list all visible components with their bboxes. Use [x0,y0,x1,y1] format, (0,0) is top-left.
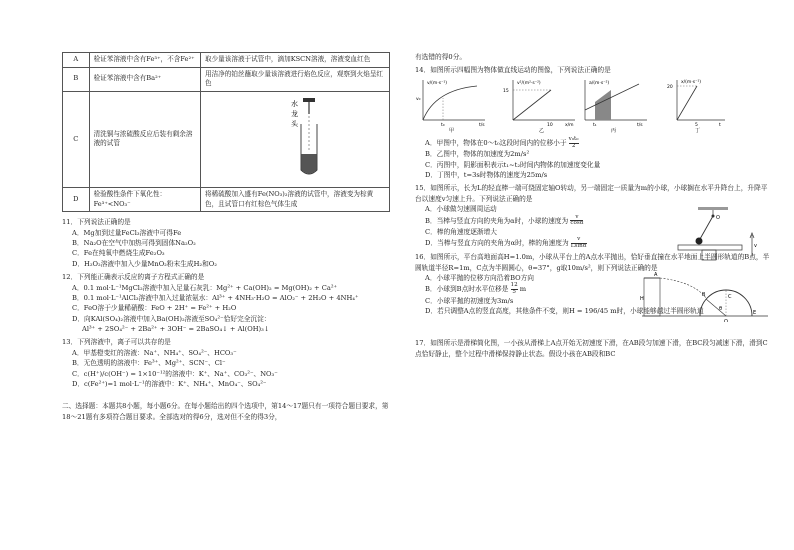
question-17 [415,338,770,359]
option: B．乙图中，物体的加速度为2m/s² [425,150,530,159]
fraction [571,237,587,249]
velocity-label: v [754,243,757,250]
question-stem: 13．下列溶液中，离子可以共存的是 [62,338,171,347]
faucet-test-tube-figure [205,94,385,182]
point-label: O [724,319,728,323]
option: A．小球平抛的位移方向沿着BO方向 [425,274,534,283]
option: B．小球到B点时水平位移是 $\frac{12}{5}$ m [425,282,527,296]
option: A．0.1 mol·L⁻¹MgCl₂溶液中加入足量石灰乳：Mg²⁺ + Ca(OH)₂ = Mg(OH)₂ + Ca²⁺ [72,283,338,292]
question-stem: 12．下列能正确表示反应的离子方程式正确的是 [62,273,205,282]
frac-den: Lsinα [570,242,587,249]
rod-icon [700,216,713,239]
question-12 [62,272,390,334]
question-stem: 17．如图所示是滑梯简化图，一小孩从滑梯上A点开始无初速度下滑，在AB段匀加速下滑，在BC段匀减速下滑，滑到C点恰好静止，整个过程中滑梯保持静止状态。假设小孩在AB段和BC [415,339,768,358]
row-figure [201,91,390,188]
section-2-heading: 二、选择题：本题共8小题，每小题6分。在每小题给出的四个选项中，第14～17题只有一项符合题目要求，第18～21题有多项符合题目要求。全部选对的得6分，选对但不全的得3分， [62,402,389,421]
platform-icon [644,278,660,316]
graph-ding [667,79,725,134]
question-13 [62,337,390,389]
table-row [63,91,390,188]
row-aim: 检证苯溶液中含有Ba²⁺ [89,67,200,91]
axis-label: v²/(m²·s⁻²) [517,80,541,86]
row-key: A [63,53,90,68]
ceiling-mount [698,207,728,210]
question-14 [415,65,770,180]
angle-label: θ [719,306,723,313]
row-aim: 清洗铜与浓硫酸反应后装有剩余溶液的试管 [89,91,200,188]
row-method: 将稀硫酸加入盛有Fe(NO₃)₂溶液的试管中，溶液变为棕黄色，且试管口有红棕色气体生成 [201,188,390,212]
row-key: D [63,188,90,212]
row-aim: 检验酸性条件下氧化性：Fe³⁺<NO₃⁻ [89,188,200,212]
point-label: B [702,292,706,299]
tick-label: 15 [503,88,509,94]
frac-den: cosα [570,220,584,227]
table-row [63,53,390,68]
axis-label: v/(m·s⁻¹) [427,80,448,86]
height-label: H [640,296,644,303]
option: C．棒的角速度逐渐增大 [425,227,497,236]
option: D．c(Fe²⁺)=1 mol·L⁻¹的溶液中：K⁺、NH₄⁺、MnO₄⁻、SO₄²⁻ [72,379,267,388]
continued-text: 有选错的得0分。 [415,53,467,61]
option: B．无色透明的溶液中：Fe³⁺、Mg²⁺、SCN⁻、Cl⁻ [72,359,226,368]
tick-label: 20 [667,84,673,90]
question-16 [415,252,770,323]
option: A．小球做匀速圆周运动 [425,205,497,214]
point-label: C [728,294,732,301]
graph-label: 丙 [611,127,617,134]
fraction [569,137,579,149]
tick-label: t₀ [441,122,445,128]
point-label: A [654,272,658,279]
option: A．甲基橙变红的溶液：Na⁺、NH₄⁺、SO₄²⁻、HCO₃⁻ [72,348,237,357]
graph-label: 甲 [449,127,455,134]
question-stem: 16．如图所示，平台高地面高H=1.0m，小球从平台上的A点水平抛出，恰好垂直撞在水平地面上半圆形轨道的B点，半圆轨道半径R=1m，C点为半圆圆心，θ=37°，g取10m/s²，则下列说法正确的是 [415,253,770,272]
option-text: B．当棒与竖直方向的夹角为α时，小球的速度为 [425,216,569,225]
axis-label: t/s [637,122,643,128]
frac-num: v₀t₀ [568,136,579,143]
fig-label: 龙 [291,109,298,118]
row-aim: 检证苯溶液中含有Fe³⁺，不含Fe²⁺ [89,53,200,68]
option: C．FeO溶于少量稀硝酸：FeO + 2H⁺ = Fe²⁺ + H₂O [72,304,237,313]
option: B．0.1 mol·L⁻¹AlCl₃溶液中加入过量浓氨水：Al³⁺ + 4NH₃·H₂O = AlO₂⁻ + 2H₂O + 4NH₄⁺ [72,293,359,302]
tick-label: 5 [695,122,698,128]
trajectory-icon [660,278,706,298]
graph-label: 乙 [539,127,545,134]
question-stem: 15．如图所示，长为L的轻直棒一端可绕固定轴O转动，另一端固定一质量为m的小球，小球搁在水平升降台上，升降平台以速度v匀速上升。下列说法正确的是 [415,184,768,203]
question-11 [62,217,390,269]
axis-label: x/m [565,122,574,128]
frac-num: v [570,215,583,222]
axis-label: a/(m·s⁻²) [589,80,610,86]
graph-bing [585,80,647,134]
option: D．H₂O₂溶液中加入少量MnO₂粉末生成H₂和O₂ [72,259,217,268]
table-row [63,67,390,91]
graph-jia [416,80,485,134]
ball-icon [696,238,703,245]
option: D．丁图中，t=3s时物体的速度为25m/s [425,171,548,180]
axis-label: x/(m·s⁻¹) [681,79,702,85]
left-column [62,0,390,423]
option-continued: Al³⁺ + 2SO₄²⁻ + 2Ba²⁺ + 3OH⁻ = 2BaSO₄↓ + Al(OH)₃↓ [82,325,270,334]
fig-label: 水 [291,99,298,108]
fraction [570,215,583,227]
option-text: A．甲图中，物体在0～t₀这段时间内的位移小于 [425,139,567,148]
table-row [63,188,390,212]
frac-den: 2 [571,142,576,149]
option: C．Fe在纯氧中燃烧生成Fe₂O₃ [72,249,165,258]
semicircle-track-figure [640,270,770,322]
frac-num: v [571,237,587,244]
fig-label: 头 [291,119,298,128]
graph-yi [503,80,575,134]
option: D．若只调整A点的竖直高度，其他条件不变，则H = 196/45 m时，小球能够越过半圆形轨道 [425,307,704,315]
fraction [511,283,518,295]
platform-icon [678,245,742,250]
faucet-icon [303,98,315,102]
option: B．Na₂O在空气中加热可得到固体Na₂O₂ [72,239,196,248]
question-stem: 14．如图所示四幅图为物体做直线运动的图像，下列说法正确的是 [415,66,611,75]
option: C．c(H⁺)/c(OH⁻) = 1×10⁻¹²的溶液中：K⁺、Na⁺、CO₃²⁻、NO₃⁻ [72,369,278,378]
row-method: 取少量该溶液于试管中，滴加KSCN溶液，溶液变血红色 [201,53,390,68]
row-method: 用洁净的铂丝蘸取少量该溶液进行焰色反应，观察到火焰呈红色 [201,67,390,91]
right-column [415,52,770,359]
question-15 [415,183,770,249]
graph-label: 丁 [695,127,701,134]
shaded-area [595,90,611,120]
point-label: E [753,310,757,317]
options-table [62,52,390,212]
tick-label: t₁ [593,122,597,128]
axis-label: t/s [479,122,485,128]
tick-label: 10 [547,122,553,128]
pivot-label: O [716,215,720,222]
row-key: C [63,91,90,188]
liquid-icon [302,154,317,174]
motion-graphs-figure [415,76,770,134]
frac-den: 5 [512,289,516,296]
tick-label: v₀ [416,96,421,102]
option: C．丙图中，阴影面积表示t₁~t₂时间内物体的加速度变化量 [425,160,601,169]
option-text: D．当棒与竖直方向的夹角为α时，棒的角速度为 [425,239,569,248]
option [415,137,770,149]
question-stem: 11．下列说法正确的是 [62,218,131,227]
option: A．Mg加到过量FeCl₃溶液中可得Fe [72,228,182,237]
axis-label: t [719,122,721,128]
frac-num: 12 [510,282,518,289]
option: D．向KAl(SO₄)₂溶液中加入Ba(OH)₂溶液至SO₄²⁻恰好完全沉淀： [72,314,271,323]
option-text: B．小球到B点时水平位移是 [425,285,509,294]
option: C．小球平抛的初速度为3m/s [425,296,514,305]
row-key: B [63,67,90,91]
